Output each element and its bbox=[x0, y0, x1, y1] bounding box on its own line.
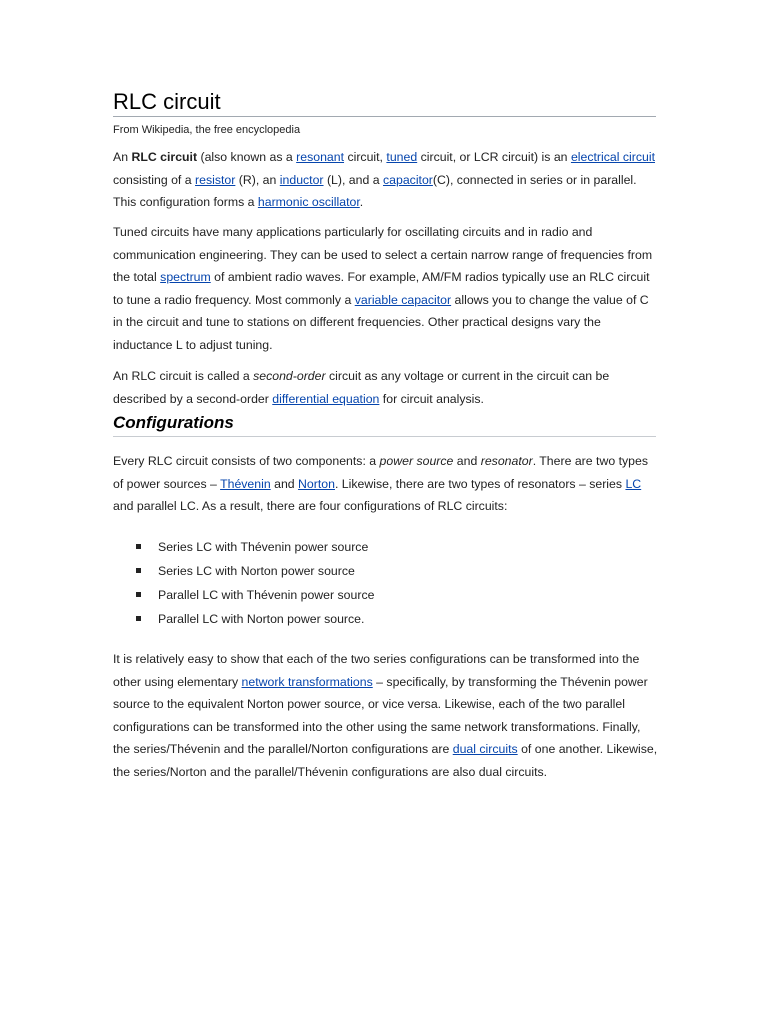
page-title: RLC circuit bbox=[113, 89, 221, 114]
text-run: of ambient radio waves. For example, AM/FM radios typically use an RLC circuit to tune a radio frequency. Most commonly a bbox=[113, 270, 650, 307]
bullet-icon bbox=[136, 568, 141, 573]
section-divider bbox=[113, 436, 656, 437]
link-lc[interactable]: LC bbox=[625, 476, 642, 491]
text-run: and parallel LC. As a result, there are four configurations of RLC circuits: bbox=[113, 499, 508, 513]
link-tuned[interactable]: tuned bbox=[386, 150, 418, 164]
text-run: (also known as a bbox=[197, 150, 297, 164]
section-heading-configurations: Configurations bbox=[113, 413, 234, 432]
configurations-paragraph-1 bbox=[113, 450, 658, 518]
text-run: (R), an bbox=[235, 172, 280, 187]
text-run: and bbox=[270, 476, 299, 491]
link-thevenin[interactable]: Thévenin bbox=[220, 476, 271, 491]
text-run: circuit, bbox=[344, 150, 387, 164]
text-run: consisting of a bbox=[113, 172, 196, 187]
italic-term: power source bbox=[379, 454, 454, 468]
text-run: . bbox=[359, 195, 364, 209]
bold-term: RLC circuit bbox=[131, 150, 198, 164]
link-electrical-circuit[interactable]: electrical circuit bbox=[570, 150, 655, 164]
text-run: . Likewise, there are two types of resonators – series bbox=[334, 476, 626, 491]
link-network-transformations[interactable]: network transformations bbox=[241, 674, 373, 689]
text-run: allows you to change the value of C in the circuit and tune to stations on different frequencies. Other practical designs vary the inductance L to adjust tuning. bbox=[113, 292, 649, 352]
text-run: . There are two types of power sources – bbox=[113, 454, 648, 491]
text-run: of one another. Likewise, the series/Norton and the parallel/Thévenin configurations are also dual circuits. bbox=[113, 742, 658, 779]
link-inductor[interactable]: inductor bbox=[279, 172, 324, 187]
text-run: (L), and a bbox=[323, 172, 383, 187]
configurations-list bbox=[113, 535, 658, 631]
text-run: – specifically, by transforming the Thévenin power source to the equivalent Norton power source, or vice versa. Likewise, each of the two parallel configurations can be transformed into the other using the same network transformations. Finally, the series/Thévenin and the parallel/Norton configurations are bbox=[113, 674, 648, 756]
list-item-text: Parallel LC with Thévenin power source bbox=[158, 588, 375, 602]
title-divider bbox=[113, 116, 656, 117]
text-run: (C), connected in series or in parallel. This configuration forms a bbox=[113, 172, 637, 209]
link-resonant[interactable]: resonant bbox=[296, 150, 345, 164]
list-item-text: Series LC with Norton power source bbox=[158, 564, 355, 578]
text-run: Every RLC circuit consists of two components: a bbox=[113, 454, 380, 468]
text-run: An bbox=[113, 150, 132, 164]
text-run: It is relatively easy to show that each of the two series configurations can be transformed into the other using elementary bbox=[113, 652, 640, 689]
bullet-icon bbox=[136, 616, 141, 621]
list-item-text: Parallel LC with Norton power source. bbox=[158, 612, 365, 626]
text-run: Tuned circuits have many applications particularly for oscillating circuits and in radio and communication engineering. They can be used to select a certain narrow range of frequencies from the total bbox=[113, 225, 653, 284]
text-run: circuit, or LCR circuit) is an bbox=[417, 150, 571, 164]
list-item bbox=[113, 559, 658, 583]
list-item bbox=[113, 583, 658, 607]
intro-paragraph-3 bbox=[113, 365, 658, 410]
link-spectrum[interactable]: spectrum bbox=[160, 270, 211, 284]
text-run: for circuit analysis. bbox=[379, 391, 484, 406]
link-harmonic-oscillator[interactable]: harmonic oscillator bbox=[257, 195, 360, 209]
link-differential-equation[interactable]: differential equation bbox=[272, 391, 380, 406]
list-item-text: Series LC with Thévenin power source bbox=[158, 540, 369, 554]
list-item bbox=[113, 607, 658, 631]
link-dual-circuits[interactable]: dual circuits bbox=[452, 742, 518, 756]
configurations-paragraph-2 bbox=[113, 648, 658, 783]
link-variable-capacitor[interactable]: variable capacitor bbox=[354, 292, 452, 307]
list-item bbox=[113, 535, 658, 559]
link-resistor[interactable]: resistor bbox=[195, 172, 236, 187]
intro-paragraph-1 bbox=[113, 146, 658, 214]
text-run: An RLC circuit is called a bbox=[113, 369, 254, 383]
italic-term: second-order bbox=[253, 369, 326, 383]
link-capacitor[interactable]: capacitor bbox=[383, 172, 433, 187]
link-norton[interactable]: Norton bbox=[298, 476, 335, 491]
bullet-icon bbox=[136, 544, 141, 549]
text-run: and bbox=[453, 454, 481, 468]
bullet-icon bbox=[136, 592, 141, 597]
intro-paragraph-2 bbox=[113, 221, 658, 356]
tagline: From Wikipedia, the free encyclopedia bbox=[113, 124, 301, 136]
text-run: circuit as any voltage or current in the circuit can be described by a second-order bbox=[113, 369, 610, 406]
italic-term: resonator bbox=[480, 454, 533, 468]
